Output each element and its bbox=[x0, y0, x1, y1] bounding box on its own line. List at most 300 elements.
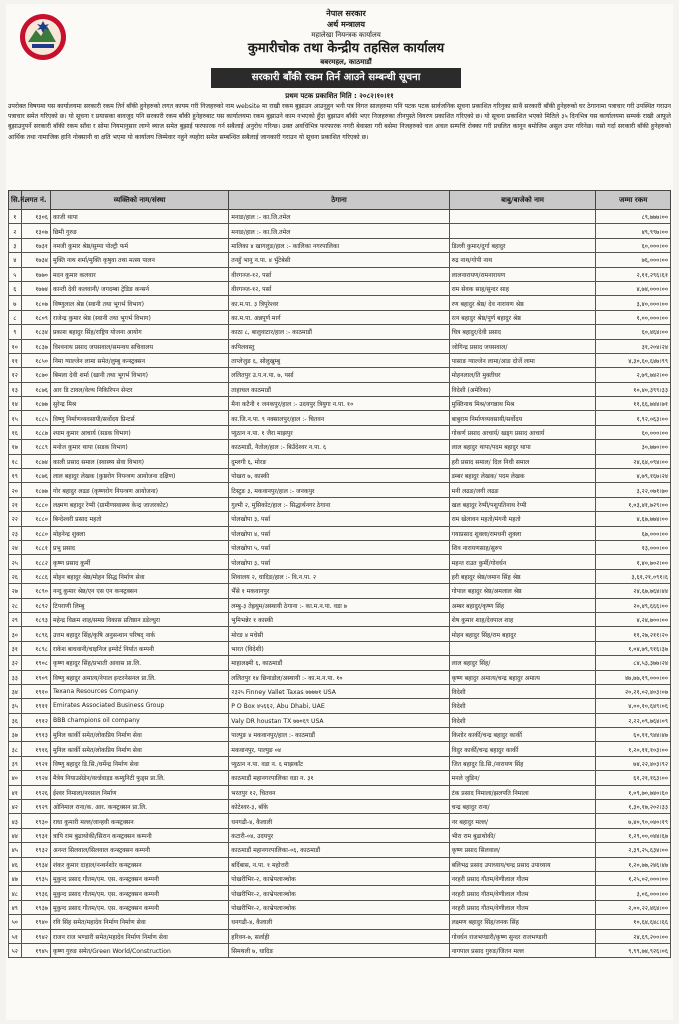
cell-lagat: १८३७ bbox=[21, 339, 50, 353]
cell-amount: ७,४०,९०,०४०।१९ bbox=[596, 814, 671, 828]
cell-address: मालिका ४ खागलुङ/हाल :- कालिका नगरपालिका bbox=[229, 238, 449, 252]
cell-sn: १३ bbox=[9, 382, 22, 396]
cell-address: २३२५ Finney Vallet Taxas ७७७७१ USA bbox=[229, 684, 449, 698]
cell-sn: २९ bbox=[9, 612, 22, 626]
table-row bbox=[9, 641, 671, 655]
cell-address: ललितपुर १४ छिनाडोल/अस्थायी :- का.म.न.पा. १० bbox=[229, 670, 449, 684]
cell-address: शिवालय २, धादिङ/हाल :- वि.न.पा. २ bbox=[229, 569, 449, 583]
cell-address: गुल्मी २, मुसिकोट/हाल :- सिद्धार्थनगर ठेगाना bbox=[229, 497, 449, 511]
cell-parent: विदेशी bbox=[449, 713, 596, 727]
cell-parent bbox=[449, 224, 596, 238]
cell-sn: १४ bbox=[9, 397, 22, 411]
table-body bbox=[9, 210, 671, 958]
govt-label: नेपाल सरकार bbox=[326, 9, 366, 18]
table-row bbox=[9, 310, 671, 324]
cell-name: अनन्त सिलवाल/सिलवाल कन्स्ट्रक्सन कम्पनी bbox=[50, 843, 228, 857]
cell-parent: जोगिन्द्र प्रसाद जयसवाल/ bbox=[449, 339, 596, 353]
table-row bbox=[9, 296, 671, 310]
cell-lagat: १९३६ bbox=[21, 886, 50, 900]
table-row bbox=[9, 382, 671, 396]
cell-sn: ४६ bbox=[9, 857, 22, 871]
cell-amount: १,२९,००,०४४।६७ bbox=[596, 828, 671, 842]
cell-parent: मोहनलाल/ति मुक्तीधर bbox=[449, 368, 596, 382]
table-row bbox=[9, 353, 671, 367]
cell-amount: ४७,७७,१९,०००।०० bbox=[596, 670, 671, 684]
cell-parent: चित्र बहादुर/देवी प्रसाद bbox=[449, 325, 596, 339]
cell-parent: मुक्तिनाथ मिश्र/जगन्नाथ मिश्र bbox=[449, 397, 596, 411]
cell-sn: २३ bbox=[9, 526, 22, 540]
cell-address: का.जि.न.पा. ९ नक्सालपुर/हाल :- चितवन bbox=[229, 411, 449, 425]
cell-parent: नरहरी प्रसाद गौतम/वेणीलाल गौतम bbox=[449, 900, 596, 914]
dues-table bbox=[8, 190, 671, 958]
cell-amount: २,२२,०९,७६४।०९ bbox=[596, 713, 671, 727]
cell-parent: लाल बहादुर सिंह/ bbox=[449, 656, 596, 670]
cell-lagat: १९२६ bbox=[21, 785, 50, 799]
cell-lagat: १८३४ bbox=[21, 325, 50, 339]
cell-address: वीरगञ्ज-१२, पर्सा bbox=[229, 267, 449, 281]
table-row bbox=[9, 871, 671, 885]
cell-name: मैत्रेय नियाउसेडेन/वर्ल्डवाइड कम्युनिटी फुड्स प्रा.लि. bbox=[50, 771, 228, 785]
col-header-amount: जम्मा रकम bbox=[596, 191, 671, 210]
cell-address: माहालक्ष्मी ६, काठमाडौं bbox=[229, 656, 449, 670]
cell-amount: २४,६७,७६४।४४ bbox=[596, 584, 671, 598]
table-row bbox=[9, 526, 671, 540]
cell-name: आर डि टावल/वेल्थ निकिरिपन सेन्टर bbox=[50, 382, 228, 396]
cell-parent: विदेशी bbox=[449, 699, 596, 713]
cell-amount: २,११,२९६।६१ bbox=[596, 267, 671, 281]
cell-name: नन्दु कुमार श्रेष्ठ/एन एस एन कन्स्ट्रक्सन bbox=[50, 584, 228, 598]
table-row bbox=[9, 267, 671, 281]
cell-parent bbox=[449, 641, 596, 655]
cell-amount: ९,९९,७४,९२६।०६ bbox=[596, 943, 671, 957]
cell-name: मनोज कुमार थापा (सडक विभाग) bbox=[50, 440, 228, 454]
cell-parent: मनी लढङ/जगी लढङ bbox=[449, 483, 596, 497]
cell-lagat: १७३१ bbox=[21, 238, 50, 252]
cell-name: मदन कुमार कलवार bbox=[50, 267, 228, 281]
table-row bbox=[9, 612, 671, 626]
table-row bbox=[9, 670, 671, 684]
cell-sn: ४७ bbox=[9, 871, 22, 885]
table-row bbox=[9, 785, 671, 799]
table-row bbox=[9, 454, 671, 468]
cell-parent: नर बहादुर मल्ल/ bbox=[449, 814, 596, 828]
table-row bbox=[9, 210, 671, 224]
cell-sn: ५० bbox=[9, 915, 22, 929]
cell-name: विश्वनाथ प्रसाद जयसवाल/समन्वय सचिवालय bbox=[50, 339, 228, 353]
cell-name: टिपराणी लिम्बु bbox=[50, 598, 228, 612]
cell-address: वीरगञ्ज-१२, पर्सा bbox=[229, 281, 449, 295]
col-header-address: ठेगाना bbox=[229, 191, 449, 210]
cell-lagat: १८८६ bbox=[21, 569, 50, 583]
cell-sn: २१ bbox=[9, 497, 22, 511]
cell-lagat: १९३० bbox=[21, 814, 50, 828]
office-header bbox=[126, 8, 566, 67]
cell-lagat: १८८९ bbox=[21, 440, 50, 454]
cell-amount: ६०,०००।०० bbox=[596, 238, 671, 252]
cell-address: धनगढी-४, कैलाली bbox=[229, 915, 449, 929]
cell-name: बिन्देश्वरी प्रसाद महतो bbox=[50, 512, 228, 526]
table-row bbox=[9, 800, 671, 814]
cell-lagat: १८०७ bbox=[21, 296, 50, 310]
cell-address: ताप्लेजुङ ६, सोलुखुम्बु bbox=[229, 353, 449, 367]
notice-body: उपरोक्त विषयमा यस कार्यालयमा सरकारी रकम तिर्न बाँकी हुनेहरुको लगत कायम गरी निजहरुको नाम website मा राखी रकम बुझाउन आउनुहुन भनी पत्र विगत सालहरुमा पनि पटक पटक सार्वजनिक सूचना प्रकाशित गरिनुका साथै सरकारी बाँकी हुनेहरुको घर ठेगानामा पत्राचार गरी उपस्थित गराउन पत्राचार समेत गरिएको छ। यो सूचना र प्रयासका बावजुद पनि सरकारी रकम बाँकी हुनेहरुबाट यस कार्यालयमा रकम बुझाउने काम नभएको हुँदा बुझाउन बाँकी भएर निजहरुका तीनपुस्ते विवरण प्रकाशित गरिएको छ। यो सूचना प्रकाशित भएको मितिले ३५ दिनभित्र यस कार्यालयमा सम्पर्क राखी आफूले बुझाउनुपर्ने सरकारी बाँकी रकम साँवा र सोमा नियमानुसार लाग्ने ब्याज समेत बुझाई फरफारक गर्न सबैलाई अनुरोध गरिन्छ। उक्त अवधिभित्र फरफारक नगरी बेवास्ता गरी बसेमा निजहरुको चल अचल सम्पत्ति रोक्का गरी प्रचलित कानून बमोजिम असुल उपर गरिनेछ। यसो गर्दा सरकारी बाँकी हुनेहरुको आर्थिक तथा नामाजिक हानि नोक्सानी वा क्षति भएमा यो कार्यालय जिम्मेवार नहुने व्यहोरा समेत सम्बन्धित सबैलाई जानकारी गराउन यो सूचना प्रकाशित गरिएको छ। bbox=[8, 103, 671, 141]
table-row bbox=[9, 483, 671, 497]
cell-sn: ३५ bbox=[9, 699, 22, 713]
cell-name: मुकुन्द प्रसाद गौतम/एम. एस. कन्स्ट्रक्सन कम्पनी bbox=[50, 871, 228, 885]
cell-lagat: १८०९ bbox=[21, 310, 50, 324]
cell-lagat: १८८० bbox=[21, 497, 50, 511]
cell-sn: ४९ bbox=[9, 900, 22, 914]
cell-amount: ३,२२,०७१।७० bbox=[596, 483, 671, 497]
cell-lagat: १९२१ bbox=[21, 756, 50, 770]
cell-sn: ३० bbox=[9, 627, 22, 641]
cell-parent: हरी प्रसाद समाल/ दिल निधी समाल bbox=[449, 454, 596, 468]
cell-address: पाल्पुङ ४ मकवानपुर/हाल :- काठमाडौं bbox=[229, 728, 449, 742]
cell-name: लक्ष्मण बहादुर रेग्मी (ग्रामीणस्वास्थ्य केन्द्र जाजरकोट) bbox=[50, 497, 228, 511]
cell-amount: ११,६६,७४४।७१ bbox=[596, 397, 671, 411]
cell-address: सिमथली ७, धादिङ bbox=[229, 943, 449, 957]
cell-name: श्याम कुमार आचार्य (सडक विभाग) bbox=[50, 425, 228, 439]
col-header-sn: सि.नं. bbox=[9, 191, 22, 210]
cell-amount: ३१,२०४।२४ bbox=[596, 339, 671, 353]
cell-name: विष्णु बहादुर डि.सि./धर्मेन्द्र निर्माण सेवा bbox=[50, 756, 228, 770]
cell-name: रवि सिंह समेत/महादेव निर्माण निर्माण सेवा bbox=[50, 915, 228, 929]
cell-parent: हरी बहादुर श्रेष्ठ/जमान सिंह श्रेष्ठ bbox=[449, 569, 596, 583]
cell-name: मुकुन्द प्रसाद गौतम/एम. एस. कन्स्ट्रक्सन कम्पनी bbox=[50, 886, 228, 900]
table-row bbox=[9, 713, 671, 727]
cell-amount: २,७९,७४२।०० bbox=[596, 368, 671, 382]
cell-parent: गयाप्रसाद शुक्ला/रामधनी शुक्ला bbox=[449, 526, 596, 540]
cell-address: काठमाडौं, नैतोल/हाल :- बिउँदेश्वर न.पा. ६ bbox=[229, 440, 449, 454]
cell-lagat: १९१२ bbox=[21, 713, 50, 727]
cell-parent: शिव नारायणसाह/सुरुप bbox=[449, 540, 596, 554]
table-row bbox=[9, 555, 671, 569]
cell-address: प्युठान न.पा. १ जैरा माझपुर bbox=[229, 425, 449, 439]
cell-address: का.म.पा. अन्नपूर्ण मार्ग bbox=[229, 310, 449, 324]
cell-sn: ४३ bbox=[9, 814, 22, 828]
cell-sn: ४४ bbox=[9, 828, 22, 842]
cell-name: प्रभु प्रसाद bbox=[50, 540, 228, 554]
cell-sn: ४२ bbox=[9, 800, 22, 814]
cell-parent: बलिभद्र प्रसाद उपाध्याय/चन्द्र प्रसाद उपाध्याय bbox=[449, 857, 596, 871]
col-header-parent: बाबु/बाजेको नाम bbox=[449, 191, 596, 210]
table-row bbox=[9, 569, 671, 583]
cell-address: कपिलवस्तु bbox=[229, 339, 449, 353]
cell-amount: २४,६९,२००।०० bbox=[596, 929, 671, 943]
cell-lagat: १९४० bbox=[21, 915, 50, 929]
table-row bbox=[9, 771, 671, 785]
table-row bbox=[9, 397, 671, 411]
cell-name: महेन्द्र विक्रम शाह/समग्र विकास प्रतिष्ठान डडेल्धुरा bbox=[50, 612, 228, 626]
cell-name: शंकर कुमार दाहाल/नन्थर्नशोर कन्स्ट्रक्सन bbox=[50, 857, 228, 871]
cell-parent: जित बहादुर डि.सि./नारायण सिंह bbox=[449, 756, 596, 770]
cell-lagat: १८९३ bbox=[21, 612, 50, 626]
cell-name: बिमला देवी शर्मा (खानी तथा भूगर्भ विभाग) bbox=[50, 368, 228, 382]
cell-parent: विदेशी (अमेरिका) bbox=[449, 382, 596, 396]
cell-name: लाल बहादुर लेखक (कुष्ठरोग नियन्त्रण आयोजना दक्षिण) bbox=[50, 469, 228, 483]
department-label: महालेखा नियन्त्रक कार्यालय bbox=[311, 31, 381, 39]
cell-lagat: १९४५ bbox=[21, 943, 50, 957]
cell-parent: राम सेवक साह/सुन्दर साह bbox=[449, 281, 596, 295]
cell-amount: ६७,०००।०० bbox=[596, 526, 671, 540]
cell-parent: महन्त राउत कुर्मी/गोवर्धन bbox=[449, 555, 596, 569]
cell-sn: ४८ bbox=[9, 886, 22, 900]
cell-address: P O Box ४५६६२, Abu Dhabi, UAE bbox=[229, 699, 449, 713]
cell-amount: १,०३,४१,७२९।०० bbox=[596, 497, 671, 511]
cell-parent: नागपाल प्रसाद गुरुङ/जितन मल्ल bbox=[449, 943, 596, 957]
cell-parent: भीरा राम बुढाथोकी/ bbox=[449, 828, 596, 842]
cell-address: मोरङ ४ मधेसी bbox=[229, 627, 449, 641]
cell-sn: १२ bbox=[9, 368, 22, 382]
notice-page bbox=[6, 4, 673, 1020]
cell-sn: २६ bbox=[9, 569, 22, 583]
col-header-lagat: लगत नं. bbox=[21, 191, 50, 210]
cell-name: सुरेन्द्र मिश्र bbox=[50, 397, 228, 411]
cell-parent: राम खेलावन महतो/मंगनी महतो bbox=[449, 512, 596, 526]
cell-parent: गोवर्धन राजभण्डारी/कृष्ण सुन्दर राजभण्डारी bbox=[449, 929, 596, 943]
cell-sn: २० bbox=[9, 483, 22, 497]
cell-sn: ६ bbox=[9, 281, 22, 295]
cell-lagat: १८७६ bbox=[21, 469, 50, 483]
cell-parent: डिल्ली कुमार/दुर्गा बहादुर bbox=[449, 238, 596, 252]
cell-address: काठमाडौं महानगरपालिका वडा न. ३१ bbox=[229, 771, 449, 785]
cell-parent: मोहन बहादुर सिंह/राम बहादुर bbox=[449, 627, 596, 641]
table-row bbox=[9, 684, 671, 698]
cell-sn: ३८ bbox=[9, 742, 22, 756]
cell-address: प्युठान न.पा. वडा न. ६ माझकाँट bbox=[229, 756, 449, 770]
cell-sn: ३३ bbox=[9, 670, 22, 684]
cell-lagat: १९३१ bbox=[21, 828, 50, 842]
cell-parent: टंक प्रसाद निमाला/झलपति निमाला bbox=[449, 785, 596, 799]
cell-lagat: १९११ bbox=[21, 699, 50, 713]
cell-parent: नरहरी प्रसाद गौतम/वेणीलाल गौतम bbox=[449, 871, 596, 885]
cell-name: कृष्ण प्रसाद कुर्मी bbox=[50, 555, 228, 569]
table-row bbox=[9, 368, 671, 382]
cell-sn: २७ bbox=[9, 584, 22, 598]
cell-lagat: १८९२ bbox=[21, 598, 50, 612]
cell-amount: ६०,११,९४४।४७ bbox=[596, 728, 671, 742]
cell-sn: ५ bbox=[9, 267, 22, 281]
cell-address: ताहाचल काठमाडौं bbox=[229, 382, 449, 396]
cell-address: काठा ८, बालुवाटार/हाल :- काठमाडौं bbox=[229, 325, 449, 339]
cell-name: BBB champions oil company bbox=[50, 713, 228, 727]
cell-name: राजेन्द्र कुमार श्रेष्ठ (स्वानी तथा भूगर्भ विभाग) bbox=[50, 310, 228, 324]
table-row bbox=[9, 915, 671, 929]
cell-name: विष्णु बहादुर अमात्य/नेपाल इन्टरनेसनल प्रा.लि. bbox=[50, 670, 228, 684]
cell-lagat: १३०७ bbox=[21, 224, 50, 238]
cell-amount: २,००,२२,४६४।०० bbox=[596, 900, 671, 914]
cell-amount: १३,०००।०० bbox=[596, 540, 671, 554]
cell-sn: ८ bbox=[9, 310, 22, 324]
cell-amount: ३,०६,०००।०० bbox=[596, 886, 671, 900]
cell-sn: ३६ bbox=[9, 713, 22, 727]
cell-lagat: १८८० bbox=[21, 526, 50, 540]
cell-name: Emirates Associated Business Group bbox=[50, 699, 228, 713]
table-row bbox=[9, 411, 671, 425]
cell-amount: २०,२१,०२,४०३।०७ bbox=[596, 684, 671, 698]
table-row bbox=[9, 814, 671, 828]
cell-lagat: १८९६ bbox=[21, 627, 50, 641]
cell-address: टिस्टुङ ३, मकवानपुर/हाल :- जनकपुर bbox=[229, 483, 449, 497]
cell-sn: २ bbox=[9, 224, 22, 238]
cell-parent: बाबुराम निर्माणव्यवसायी/सर्वोदय bbox=[449, 411, 596, 425]
cell-sn: ५२ bbox=[9, 943, 22, 957]
cell-name: मोहन बहादुर श्रेष्ठ/मोहन सिद्ध निर्माण सेवा bbox=[50, 569, 228, 583]
cell-sn: २५ bbox=[9, 555, 22, 569]
cell-amount: १०,४०,३९९।३३ bbox=[596, 382, 671, 396]
table-header-row bbox=[9, 191, 671, 210]
table-row bbox=[9, 425, 671, 439]
cell-amount: १,३०,१७,२०२।३३ bbox=[596, 800, 671, 814]
cell-amount: ६०,०००।०० bbox=[596, 425, 671, 439]
cell-sn: ३९ bbox=[9, 756, 22, 770]
cell-sn: ४ bbox=[9, 253, 22, 267]
cell-name: उत्तम बहादुर सिंह/कृषि अनुसन्धान परिषद् नार्क bbox=[50, 627, 228, 641]
cell-sn: ११ bbox=[9, 353, 22, 367]
cell-address: पोखरीभिर-२, काभ्रेपलाञ्चोक bbox=[229, 871, 449, 885]
table-row bbox=[9, 598, 671, 612]
cell-address: पोखरा ७, कास्की bbox=[229, 469, 449, 483]
cell-parent: गोकर्ण प्रसाद आचार्य/ खड्ग प्रसाद आचार्य bbox=[449, 425, 596, 439]
cell-name: कृष्ण बहादुर सिंह/प्रभाती आवास प्रा.लि. bbox=[50, 656, 228, 670]
table-row bbox=[9, 656, 671, 670]
table-row bbox=[9, 339, 671, 353]
cell-address: पोखरीभिर-२, काभ्रेपलाञ्चोक bbox=[229, 900, 449, 914]
cell-parent: विदुर कार्की/चन्द्र बहादुर कार्की bbox=[449, 742, 596, 756]
cell-name: मोहनेन्द्र शुक्ला bbox=[50, 526, 228, 540]
cell-sn: ५१ bbox=[9, 929, 22, 943]
cell-amount: १,४०,७०२।०० bbox=[596, 555, 671, 569]
cell-sn: १५ bbox=[9, 411, 22, 425]
cell-lagat: १९०९ bbox=[21, 670, 50, 684]
cell-parent: कृष्ण प्रसाद सिलवाल/ bbox=[449, 843, 596, 857]
cell-address: पोलखोपा ३, पर्सा bbox=[229, 555, 449, 569]
cell-sn: १० bbox=[9, 339, 22, 353]
cell-parent: मनले जुडिन/ bbox=[449, 771, 596, 785]
cell-lagat: १८७७ bbox=[21, 483, 50, 497]
cell-name: ओनिमाल राना/क. आर. कन्स्ट्रक्सन प्रा.लि. bbox=[50, 800, 228, 814]
cell-sn: ४० bbox=[9, 771, 22, 785]
cell-name: काजी थापा bbox=[50, 210, 228, 224]
table-row bbox=[9, 756, 671, 770]
cell-parent: डम्बर बहादुर लेखक/ पदम लेखक bbox=[449, 469, 596, 483]
cell-amount: १,०४,७९,९१६।३७ bbox=[596, 641, 671, 655]
cell-sn: ३ bbox=[9, 238, 22, 252]
table-row bbox=[9, 943, 671, 957]
cell-amount: ४,७९,१६७।२४ bbox=[596, 469, 671, 483]
cell-sn: ७ bbox=[9, 296, 22, 310]
cell-lagat: १८७४ bbox=[21, 454, 50, 468]
cell-lagat: १९१३ bbox=[21, 728, 50, 742]
cell-address: कटारी-०४, उदयपुर bbox=[229, 828, 449, 842]
cell-lagat: १८९८ bbox=[21, 641, 50, 655]
cell-lagat: १९३५ bbox=[21, 871, 50, 885]
cell-lagat: १८७७ bbox=[21, 397, 50, 411]
cell-amount: ४,६७,७७४।०० bbox=[596, 512, 671, 526]
cell-address: ललितपुर उ.प.न.पा. ७, पर्सा bbox=[229, 368, 449, 382]
cell-name: प्रकाश बहादुर सिंह/राष्ट्रिय योजना आयोग bbox=[50, 325, 228, 339]
nepal-emblem-icon bbox=[18, 12, 68, 62]
cell-address: तनहुँ भानु न.पा. ४ भुँटेबेसी bbox=[229, 253, 449, 267]
cell-lagat: १९३२ bbox=[21, 843, 50, 857]
cell-sn: १८ bbox=[9, 454, 22, 468]
cell-address: मनाङ/हाल :- का.जि.तमेल bbox=[229, 224, 449, 238]
cell-lagat: १९४२ bbox=[21, 929, 50, 943]
cell-parent: कृष्ण बहादुर अमात्य/चन्द्र बहादुर अमात्य bbox=[449, 670, 596, 684]
cell-lagat: १८८५ bbox=[21, 411, 50, 425]
table-row bbox=[9, 238, 671, 252]
cell-amount: २०,४९,६६६।०० bbox=[596, 598, 671, 612]
cell-address: भरतपुर १२, चितवन bbox=[229, 785, 449, 799]
table-row bbox=[9, 440, 671, 454]
cell-amount: १०,६४,६४८।६६ bbox=[596, 915, 671, 929]
cell-sn: ९ bbox=[9, 325, 22, 339]
cell-lagat: १९२४ bbox=[21, 771, 50, 785]
cell-amount: ११,२७,२११।२० bbox=[596, 627, 671, 641]
table-row bbox=[9, 857, 671, 871]
cell-address: बर्दिबास, न.पा. १ महोत्तरी bbox=[229, 857, 449, 871]
cell-address: का.म.पा. ३ त्रिपुरेश्वर bbox=[229, 296, 449, 310]
cell-lagat: १७७० bbox=[21, 267, 50, 281]
table-row bbox=[9, 540, 671, 554]
cell-amount: १,००,०००।०० bbox=[596, 310, 671, 324]
cell-parent: लाल बहादुर थापा/पदम बहादुर थापा bbox=[449, 440, 596, 454]
cell-lagat: १८८७ bbox=[21, 425, 50, 439]
office-location: बबरमहल, काठमाडौं bbox=[320, 58, 372, 66]
cell-amount: १,९२,०६३।०० bbox=[596, 411, 671, 425]
cell-name: कृष्ण गुरुङ समेत/Green World/Construction bbox=[50, 943, 228, 957]
cell-amount: ४,२४,७००।०० bbox=[596, 612, 671, 626]
table-row bbox=[9, 469, 671, 483]
cell-address: पोलखोपा ५, पर्सा bbox=[229, 540, 449, 554]
cell-address: लम्बु-३ तेह्रथुम/अस्थायी ठेगाना :- का.म.न.पा. वडा ७ bbox=[229, 598, 449, 612]
cell-amount: ३,६१,२१,०९१।६ bbox=[596, 569, 671, 583]
cell-lagat: १९३७ bbox=[21, 900, 50, 914]
cell-lagat: १९०८ bbox=[21, 656, 50, 670]
cell-sn: २४ bbox=[9, 540, 22, 554]
table-row bbox=[9, 584, 671, 598]
cell-amount: ४,३०,६०,६४७।९९ bbox=[596, 353, 671, 367]
cell-name: काली प्रसाद समाल (स्वास्थ्य सेवा विभाग) bbox=[50, 454, 228, 468]
cell-amount: १,२०,७७,२४६।४७ bbox=[596, 857, 671, 871]
cell-lagat: १७७४ bbox=[21, 281, 50, 295]
table-row bbox=[9, 224, 671, 238]
cell-amount: ३,४०,०००।०० bbox=[596, 296, 671, 310]
cell-address: भुमिभन्नेर १ कास्की bbox=[229, 612, 449, 626]
cell-amount: २४,६४,०९४।०० bbox=[596, 454, 671, 468]
cell-name: Texana Resources Company bbox=[50, 684, 228, 698]
cell-name: विष्णु निर्माणव्यवसायी/सर्वोदय प्रिन्टर्स bbox=[50, 411, 228, 425]
cell-lagat: १९१० bbox=[21, 684, 50, 698]
cell-lagat: १८९० bbox=[21, 584, 50, 598]
cell-address: पोलखोपा ४, पर्सा bbox=[229, 526, 449, 540]
cell-sn: ३४ bbox=[9, 684, 22, 698]
cell-amount: ६०,४६४।०० bbox=[596, 325, 671, 339]
cell-lagat: १८७६ bbox=[21, 382, 50, 396]
col-header-name: व्यक्तिको नाम/संस्था bbox=[50, 191, 228, 210]
table-row bbox=[9, 742, 671, 756]
cell-parent: रत्न बहादुर श्रेष्ठ/पूर्ण बहादुर श्रेष्ठ bbox=[449, 310, 596, 324]
cell-address: मकवानपुर, पाल्पुङ ०४ bbox=[229, 742, 449, 756]
cell-amount: ७६,०००।०० bbox=[596, 253, 671, 267]
table-row bbox=[9, 325, 671, 339]
cell-sn: १७ bbox=[9, 440, 22, 454]
cell-name: राकेश बाधवानी/चाइनिज इम्पोर्ट निर्यात कम्पनी bbox=[50, 641, 228, 655]
cell-parent: लक्ष्मण बहादुर सिंह/जनक सिंह bbox=[449, 915, 596, 929]
cell-name: राधा कुमारी मल्ल/जान्हवी कन्स्ट्रक्सन bbox=[50, 814, 228, 828]
cell-address: Valy DR houstan TX ७७०६९ USA bbox=[229, 713, 449, 727]
cell-address: भैँसे १ मकवानपुर bbox=[229, 584, 449, 598]
